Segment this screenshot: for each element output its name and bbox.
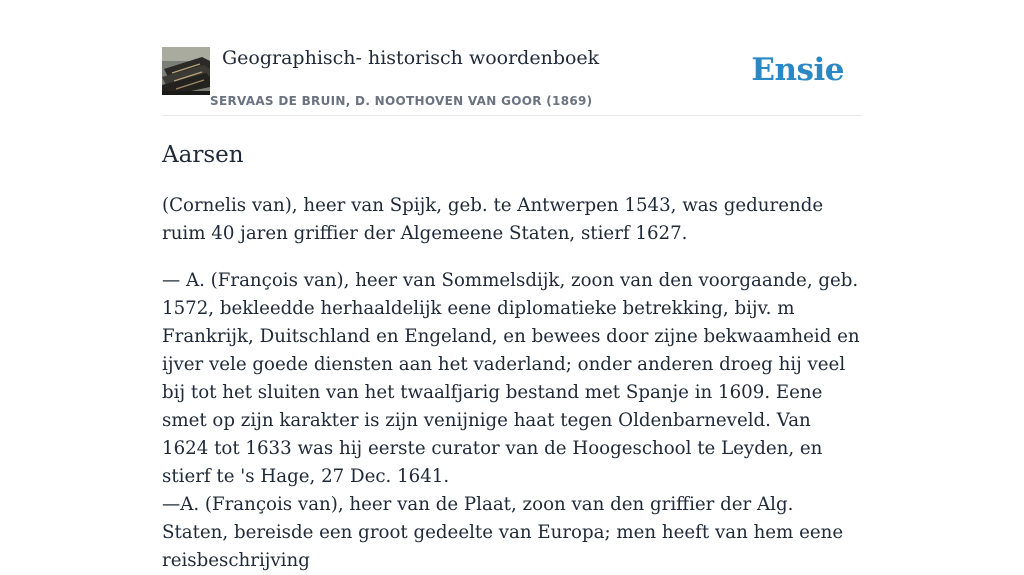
entry-paragraph: (Cornelis van), heer van Spijk, geb. te Antwerpen 1543, was gedurende ruim 40 jaren griffier der Algemeene Staten, stierf 1627.: [162, 195, 824, 244]
entry-paragraph: —A. (François van), heer van de Plaat, zoon van den griffier der Alg. Staten, bereisde een groot gedeelte van Europa; men heeft van hem eene reisbeschrijving: [162, 494, 844, 571]
book-title[interactable]: Geographisch- historisch woordenboek: [222, 47, 600, 69]
book-cover-image: [162, 47, 210, 95]
book-header: [162, 46, 862, 116]
ensie-logo-link[interactable]: Ensie: [751, 52, 844, 88]
book-cover-avatar[interactable]: [162, 47, 210, 95]
entry-content: [162, 192, 862, 575]
entry-paragraph: — A. (François van), heer van Sommelsdijk, zoon van den voorgaande, geb. 1572, bekleedde herhaaldelijk eene diplomatieke betrekking, bijv. m Frankrijk, Duitschland en Engeland, en bewees door zijne bekwaamheid en ijver vele goede diensten aan het vaderland; onder anderen droeg hij veel bij tot het sluiten van het twaalfjarig bestand met Spanje in 1609. Eene smet op zijn karakter is zijn venijnige haat tegen Oldenbarneveld. Van 1624 tot 1633 was hij eerste curator van de Hoogeschool te Leyden, en stierf te 's Hage, 27 Dec. 1641.: [162, 270, 860, 487]
entry-title: Aarsen: [162, 142, 244, 168]
book-authors: SERVAAS DE BRUIN, D. NOOTHOVEN VAN GOOR (1869): [210, 94, 593, 108]
